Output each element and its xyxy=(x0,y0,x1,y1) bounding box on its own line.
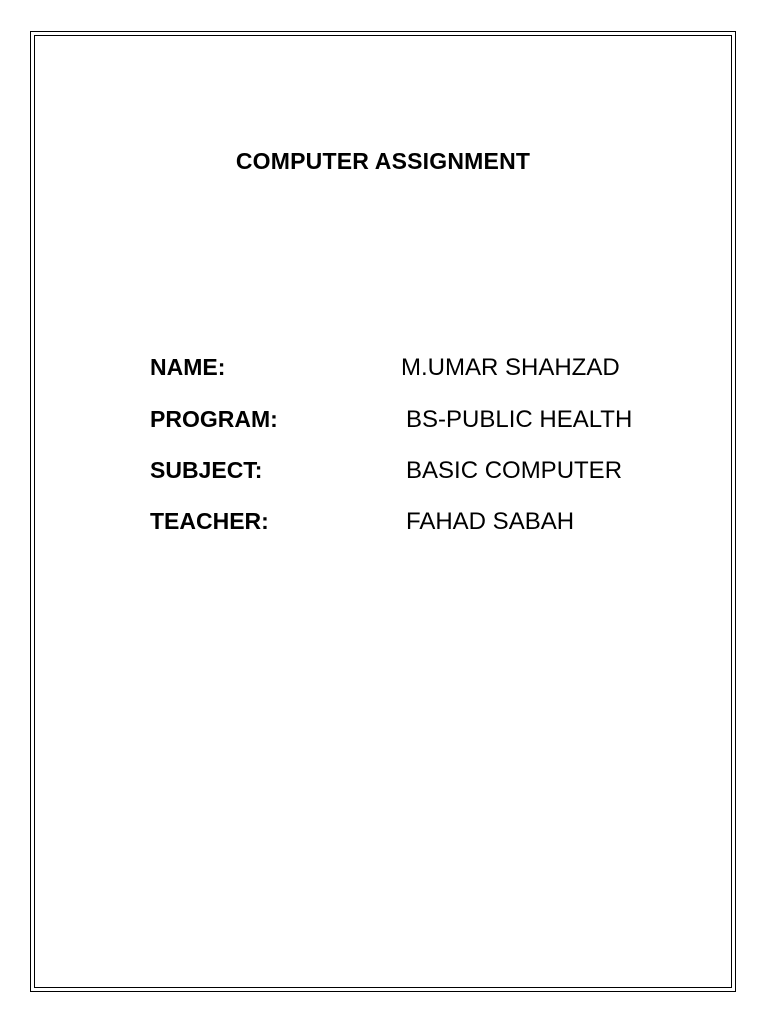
field-row-program xyxy=(150,406,670,440)
field-value-program: BS-PUBLIC HEALTH xyxy=(406,406,633,433)
field-row-subject xyxy=(150,457,670,491)
field-row-teacher xyxy=(150,508,670,542)
field-label-subject: SUBJECT: xyxy=(150,457,263,483)
field-row-name xyxy=(150,354,670,388)
field-label-teacher: TEACHER: xyxy=(150,508,269,534)
field-value-subject: BASIC COMPUTER xyxy=(406,457,623,484)
document-title-text: COMPUTER ASSIGNMENT xyxy=(235,148,531,174)
document-title xyxy=(0,148,768,175)
field-value-teacher: FAHAD SABAH xyxy=(406,508,575,535)
field-label-program: PROGRAM: xyxy=(150,406,278,432)
field-value-name: M.UMAR SHAHZAD xyxy=(401,354,620,381)
field-label-name: NAME: xyxy=(150,354,226,380)
